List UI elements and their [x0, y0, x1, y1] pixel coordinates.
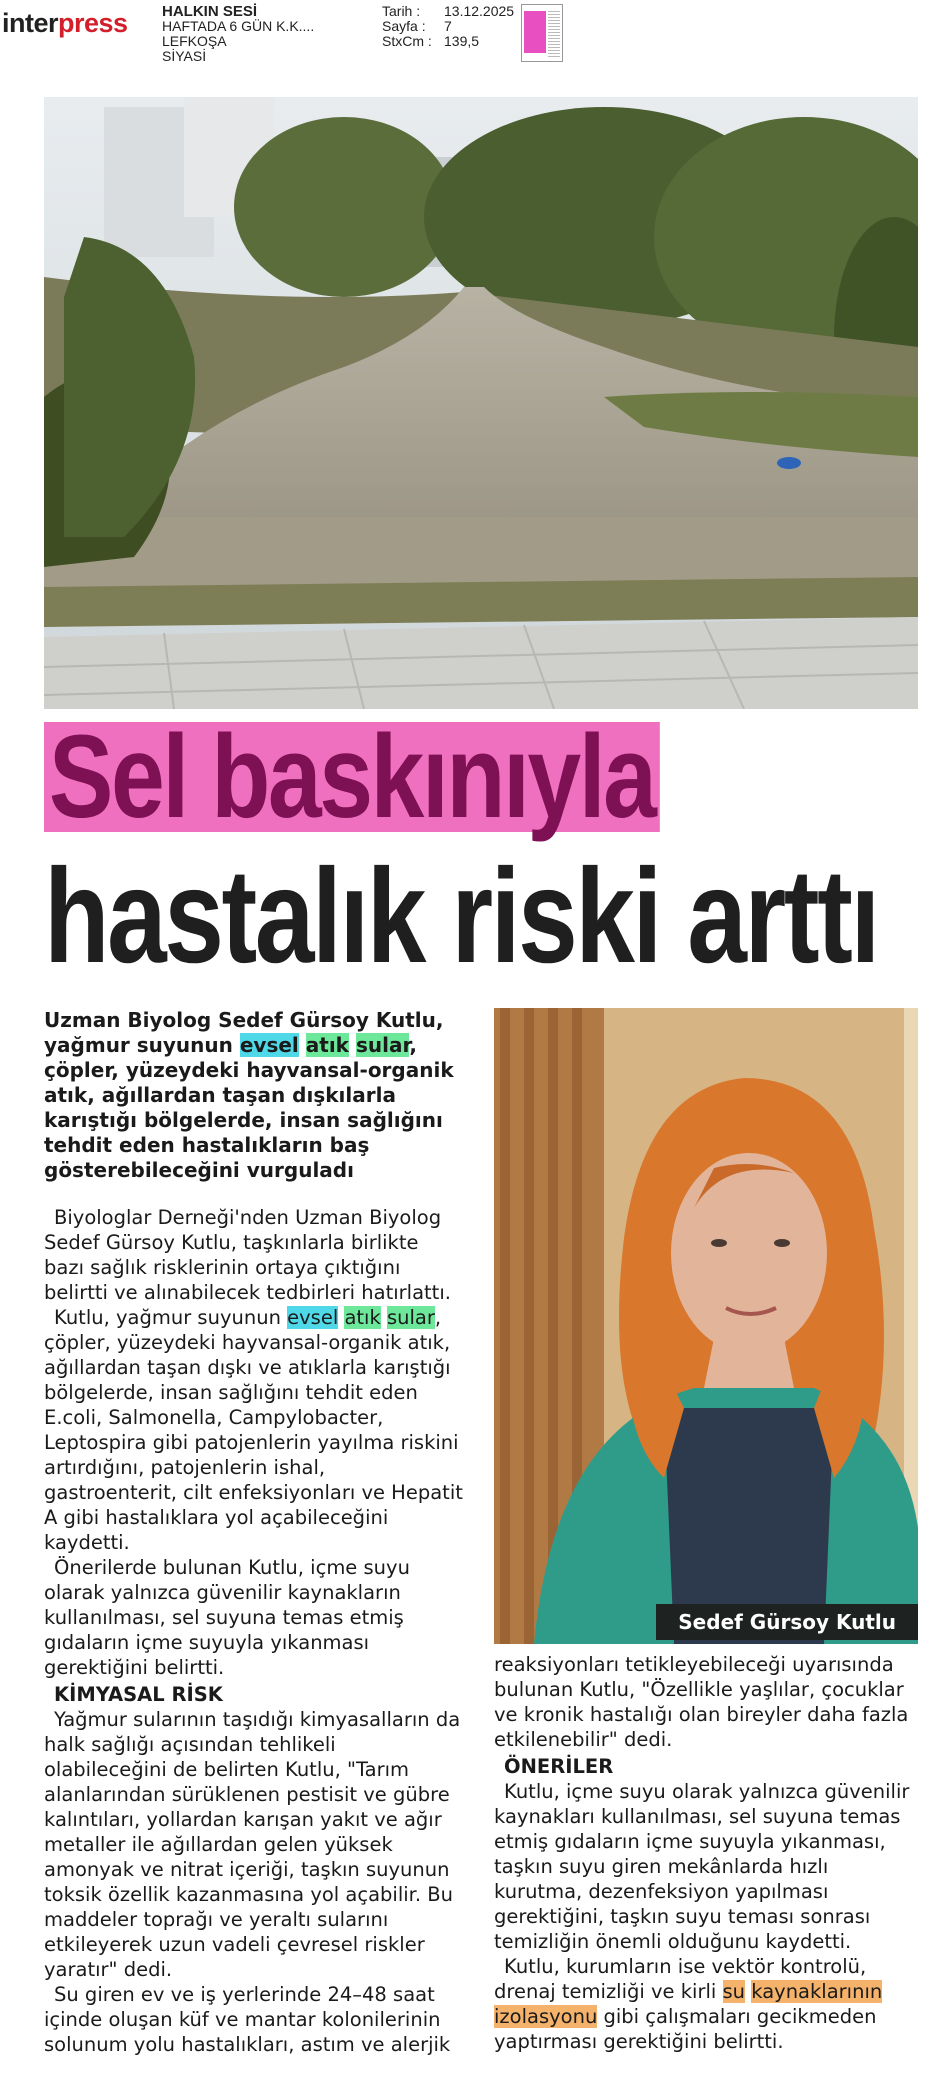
area-value: 139,5 — [444, 33, 480, 49]
body-paragraph: reaksiyonları tetikleyebileceği uyarısında bulunan Kutlu, "Özellikle yaşlılar, çocuklar ve kronik hastalığı olan bireyler daha fazla etkilenebilir" dedi. — [494, 1653, 909, 1751]
highlight-atik: atık — [344, 1306, 381, 1329]
photo-caption: Sedef Gürsoy Kutlu — [656, 1604, 918, 1640]
date-value: 13.12.2025 — [444, 3, 515, 19]
body-paragraph: Yağmur sularının taşıdığı kimyasalların da halk sağlığı açısından tehlikeli olabileceğini de belirten Kutlu, "Tarım alanlarından sürüklenen pestisit ve gübre kalıntıları, yollardan karışan yakıt ve ağır metaller ile ağıllardan gelen yüksek amonyak ve nitrat içeriği, taşkın suyunun toksik özellik kazanmasına yol açabilir. Bu maddeler toprağı ve yeraltı sularını etkileyerek uzun vadeli çevresel riskler yaratır" dedi. — [44, 1708, 461, 1981]
publication-frequency: HAFTADA 6 GÜN K.K.... — [162, 18, 315, 34]
body-paragraph: Biyologlar Derneği'nden Uzman Biyolog Sedef Gürsoy Kutlu, taşkınlarla birlikte bazı sağlık risklerinin ortaya çıktığını belirtti ve alınabilecek tedbirleri hatırlattı. — [44, 1206, 451, 1304]
interpress-logo: interpress — [2, 8, 128, 38]
highlight-kaynaklarinin: kaynaklarının — [751, 1980, 883, 2003]
page-label: Sayfa : — [382, 18, 426, 34]
body-paragraph: Kutlu, içme suyu olarak yalnızca güvenilir kaynakları kullanılması, sel suyuna temas etmiş gıdaların içme suyuyla yıkanması, taşkın suyu giren mekânlarda hızlı kurutma, dezenfeksiyon yapılması gerektiğini, taşkın suyu teması sonrası temizliğin önemli olduğunu kaydetti. — [494, 1780, 910, 1953]
body-paragraph: Kutlu, kurumların ise vektör kontrolü, drenaj temizliği ve kirli su kaynaklarının izolasyonu gibi çalışmaları gecikmeden yaptırması gerektiğini belirtti. — [494, 1955, 883, 2053]
clipping-header — [0, 0, 944, 80]
highlight-sular: sular — [355, 1033, 410, 1057]
body-paragraph: Önerilerde bulunan Kutlu, içme suyu olarak yalnızca güvenilir kaynakların kullanılması, sel suyuna temas etmiş gıdaların içme suyuyla yıkanması gerektiğini belirtti. — [44, 1556, 410, 1679]
body-paragraph: Su giren ev ve iş yerlerinde 24–48 saat içinde oluşan küf ve mantar kolonilerinin solunum yolu hastalıkları, astım ve alerjik — [44, 1983, 451, 2056]
body-paragraph: Kutlu, yağmur suyunun evsel atık sular, çöpler, yüzeydeki hayvansal-organik atık, ağıllardan taşan dışkı ve atıklarla karıştığı bölgelerde, insan sağlığını tehdit eden E.coli, Salmonella, Campylobacter, Leptospira gibi patojenlerin yayılma riskini artırdığını, patojenlerin ishal, gastroenterit, cilt enfeksiyonları ve Hepatit A gibi hastalıklara yol açabileceğini kaydetti. — [44, 1306, 463, 1554]
body-column-right — [494, 1652, 918, 2054]
flood-photo — [44, 97, 918, 709]
subheading-kimyasal-risk: KİMYASAL RİSK — [54, 1683, 223, 1706]
date-label: Tarih : — [382, 3, 421, 19]
clipping-meta — [382, 4, 514, 49]
headline-line-1: Sel baskınıyla — [44, 722, 659, 832]
area-label: StxCm : — [382, 33, 432, 49]
headline-line-2: hastalık riski arttı — [44, 842, 878, 991]
highlight-su: su — [722, 1980, 746, 2003]
publication-category: SİYASİ — [162, 48, 207, 64]
subheading-oneriler: ÖNERİLER — [504, 1755, 614, 1778]
body-column-left — [44, 1205, 464, 2057]
publication-city: LEFKOŞA — [162, 33, 227, 49]
highlight-izolasyonu: izolasyonu — [494, 2005, 598, 2028]
highlight-evsel: evsel — [239, 1033, 299, 1057]
lead-paragraph: Uzman Biyolog Sedef Gürsoy Kutlu, yağmur suyunun evsel atık sular, çöpler, yüzeydeki hayvansal-organik atık, ağıllardan taşan dışkılarla karıştığı bölgelerde, insan sağlığını tehdit eden hastalıkların baş gösterebileceğini vurguladı — [44, 1008, 454, 1182]
publication-name: HALKIN SESİ — [162, 3, 258, 20]
portrait-photo — [494, 1008, 918, 1644]
highlight-atik: atık — [305, 1033, 349, 1057]
page-thumbnail[interactable] — [521, 4, 563, 62]
publication-info — [162, 4, 314, 64]
highlight-sular: sular — [386, 1306, 435, 1329]
page-value: 7 — [444, 18, 452, 34]
highlight-evsel: evsel — [287, 1306, 339, 1329]
